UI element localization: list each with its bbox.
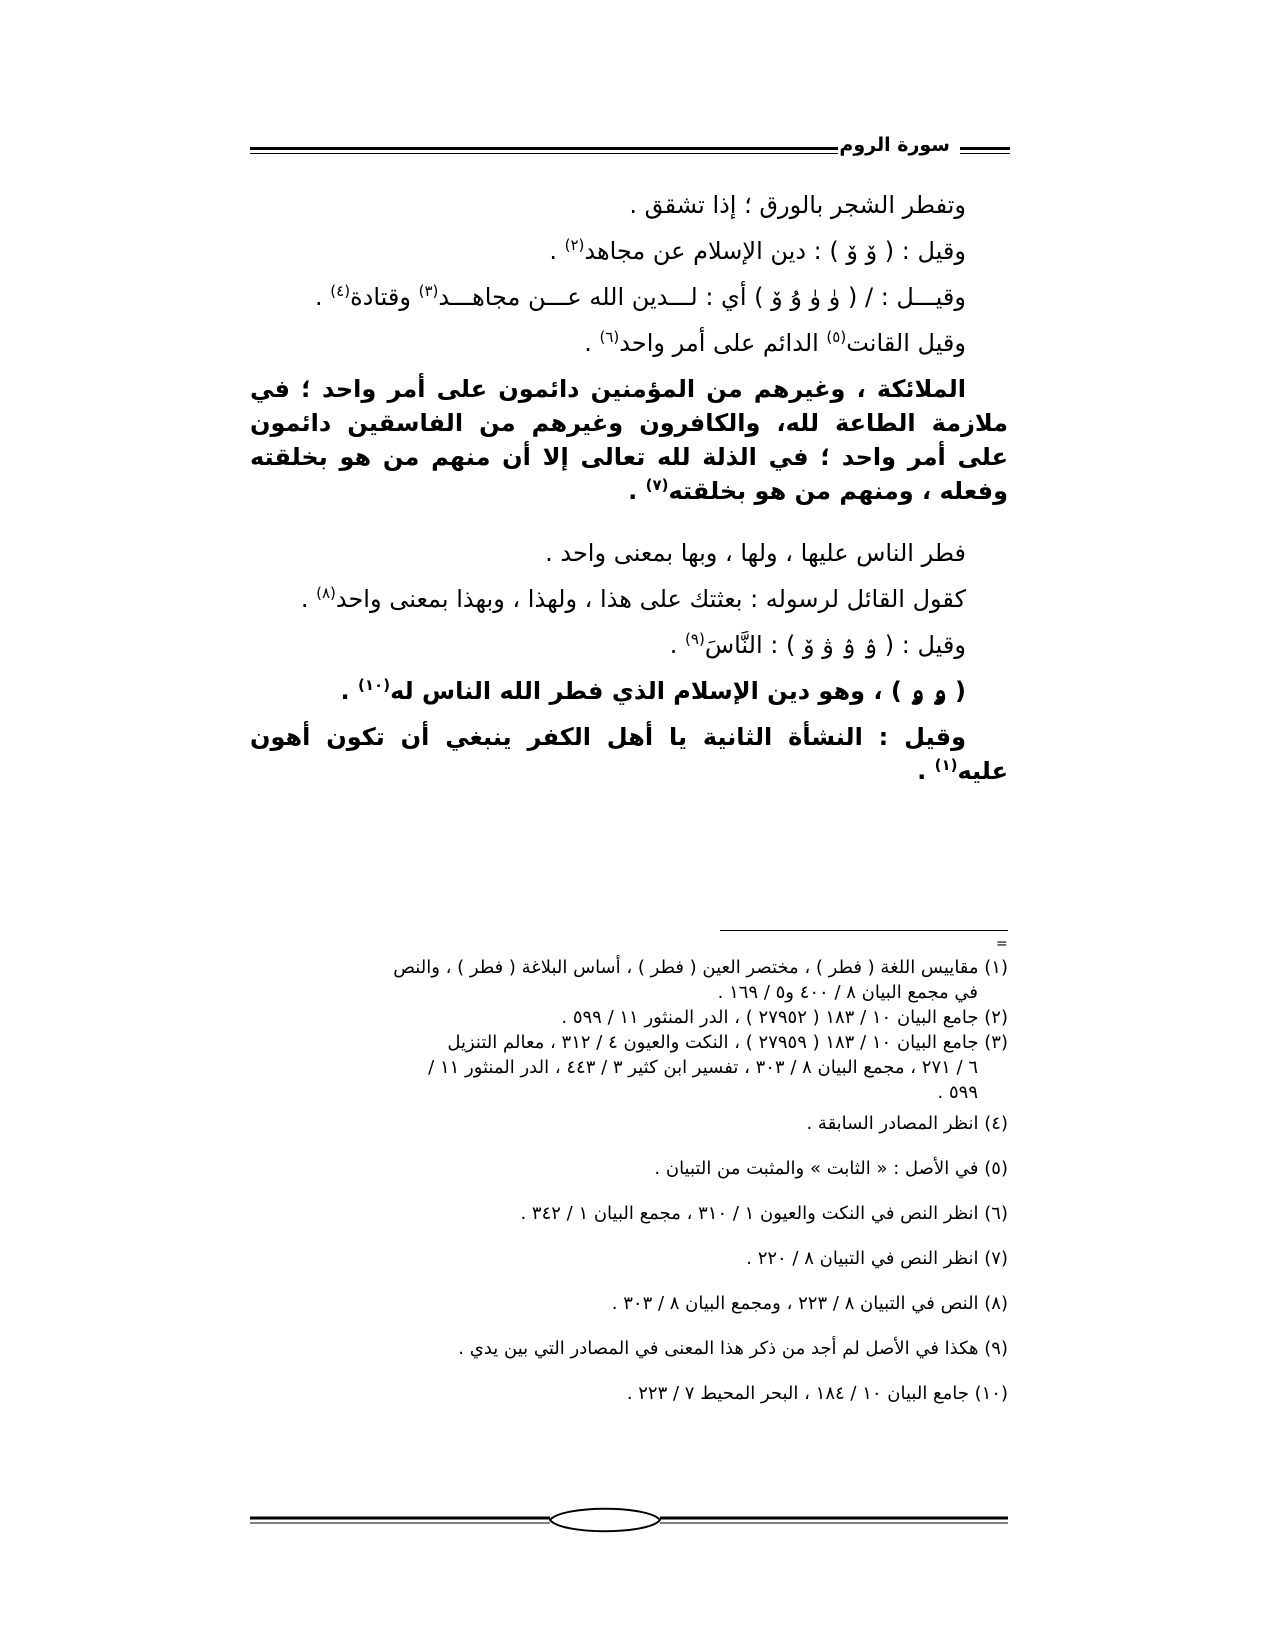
footnote-7: [250, 1246, 1008, 1271]
footnote-text: ٦ / ٢٧١ ، مجمع البيان ٨ / ٣٠٣ ، تفسير ابن كثير ٣ / ٤٤٣ ، الدر المنثور ١١ /: [428, 1057, 978, 1078]
footnote-6: [250, 1201, 1008, 1226]
main-text: [250, 188, 1008, 800]
paragraph-text: .: [340, 677, 359, 705]
footnote-text: في مجمع البيان ٨ / ٤٠٠ و٥ / ١٦٩ .: [717, 982, 978, 1003]
paragraph-1: [250, 188, 1008, 222]
footnote-ref: (٦): [599, 328, 620, 346]
paragraph-4: [250, 326, 1008, 360]
footnote-text: (٥) في الأصل : « الثابت » والمثبت من التبيان .: [654, 1158, 1008, 1179]
header-rule-long: [250, 147, 838, 150]
paragraph-text: وقيل القانت: [846, 329, 966, 357]
paragraph-text: .: [300, 585, 317, 613]
footnotes: [250, 955, 1008, 1406]
page-header: [250, 128, 1010, 168]
footnote-ref: (٨): [316, 584, 336, 602]
footnote-ref: (٣): [418, 282, 439, 300]
footnote-text: (١٠) جامع البيان ١٠ / ١٨٤ ، البحر المحيط ٧ / ٢٢٣ .: [626, 1383, 1008, 1404]
paragraph-3: [250, 280, 1008, 314]
footer-ornament: [250, 1503, 1008, 1539]
paragraph-text: .: [549, 237, 565, 265]
footnote-8: [250, 1291, 1008, 1316]
footnote-continuation-mark: =: [996, 936, 1008, 952]
paragraph-7: [250, 582, 1008, 616]
paragraph-text: .: [584, 329, 600, 357]
footnote-2: [250, 1005, 1008, 1030]
ornament-graphic: [250, 1503, 1008, 1539]
footnote-text: (٤) انظر المصادر السابقة .: [806, 1113, 1008, 1134]
paragraph-text: وقيل : النشأة الثانية يا أهل الكفر ينبغي أن تكون أهون عليه: [250, 723, 1008, 785]
footnote-text: (٦) انظر النص في النكت والعيون ١ / ٣١٠ ، مجمع البيان ١ / ٣٤٢ .: [520, 1203, 1008, 1224]
paragraph-2: [250, 234, 1008, 268]
paragraph-text: ( ۅ ۅ ) ، وهو دين الإسلام الذي فطر الله الناس له: [390, 677, 966, 705]
footnote-text: (٧) انظر النص في التبيان ٨ / ٢٢٠ .: [746, 1248, 1008, 1269]
footnote-text: (٩) هكذا في الأصل لم أجد من ذكر هذا المعنى في المصادر التي بين يدي .: [458, 1338, 1008, 1359]
paragraph-5: [250, 372, 1008, 508]
footnote-ref: (١٠): [358, 676, 391, 694]
header-rule-short: [960, 147, 1010, 150]
paragraph-text: .: [669, 631, 686, 659]
footnote-ref: (٤): [330, 282, 351, 300]
paragraph-text: .: [628, 477, 646, 505]
paragraph-text: الدائم على أمر واحد: [619, 329, 827, 357]
paragraph-text: كقول القائل لرسوله : بعثتك على هذا ، ولهذا ، وبهذا بمعنى واحد: [335, 585, 966, 613]
footnote-separator: [720, 930, 1008, 931]
footnote-ref: (١): [934, 756, 958, 774]
paragraph-text: وقيل : ( ۆ ۆ ) : دين الإسلام عن مجاهد: [584, 237, 966, 265]
paragraph-text: فطر الناس عليها ، ولها ، وبها بمعنى واحد .: [545, 539, 966, 567]
paragraph-8: [250, 628, 1008, 662]
footnote-text: (٣) جامع البيان ١٠ / ١٨٣ ( ٢٧٩٥٩ ) ، النكت والعيون ٤ / ٣١٢ ، معالم التنزيل: [447, 1032, 1008, 1053]
footnote-4: [250, 1111, 1008, 1136]
paragraph-text: .: [315, 283, 331, 311]
paragraph-9: [250, 674, 1008, 708]
paragraph-text: الملائكة ، وغيرهم من المؤمنين دائمون على أمر واحد ؛ في ملازمة الطاعة لله، والكافرون وغيرهم من الفاسقين دائمون على أمر واحد ؛ في الذلة لله تعالى إلا أن منهم من هو بخلقته وفعله ، ومنهم من هو بخلقته: [250, 375, 1008, 505]
footnote-text: ٥٩٩ .: [937, 1082, 978, 1103]
footnote-text: (٨) النص في التبيان ٨ / ٢٢٣ ، ومجمع البيان ٨ / ٣٠٣ .: [611, 1293, 1008, 1314]
paragraph-text: وقيـــل : / ( ۈ ۈ ۇ ۆ ) أي : لـــدين الله عـــن مجاهـــد: [438, 283, 966, 311]
footnote-5: [250, 1156, 1008, 1181]
paragraph-6: [250, 536, 1008, 570]
footnote-10: [250, 1381, 1008, 1406]
paragraph-text: وقيل : ( ۉ ۉ ۋ ۆ ) : النَّاسَ: [704, 631, 966, 659]
footnote-text: (١) مقاييس اللغة ( فطر ) ، مختصر العين ( فطر ) ، أساس البلاغة ( فطر ) ، والنص: [393, 957, 1008, 978]
paragraph-text: وتفطر الشجر بالورق ؛ إذا تشقق .: [629, 191, 966, 219]
paragraph-10: [250, 720, 1008, 788]
footnote-ref: (٧): [645, 476, 669, 494]
footnote-9: [250, 1336, 1008, 1361]
page-number-frame: [550, 1509, 660, 1532]
footnote-3: [250, 1030, 1008, 1105]
surah-title: سورة الروم: [839, 134, 950, 156]
footnote-ref: (٩): [685, 630, 705, 648]
footnote-text: (٢) جامع البيان ١٠ / ١٨٣ ( ٢٧٩٥٢ ) ، الدر المنثور ١١ / ٥٩٩ .: [561, 1007, 1008, 1028]
paragraph-text: وقتادة: [350, 283, 419, 311]
paragraph-text: .: [917, 757, 935, 785]
footnote-1: [250, 955, 1008, 1005]
footnote-ref: (٥): [826, 328, 847, 346]
footnote-ref: (٢): [564, 236, 585, 254]
